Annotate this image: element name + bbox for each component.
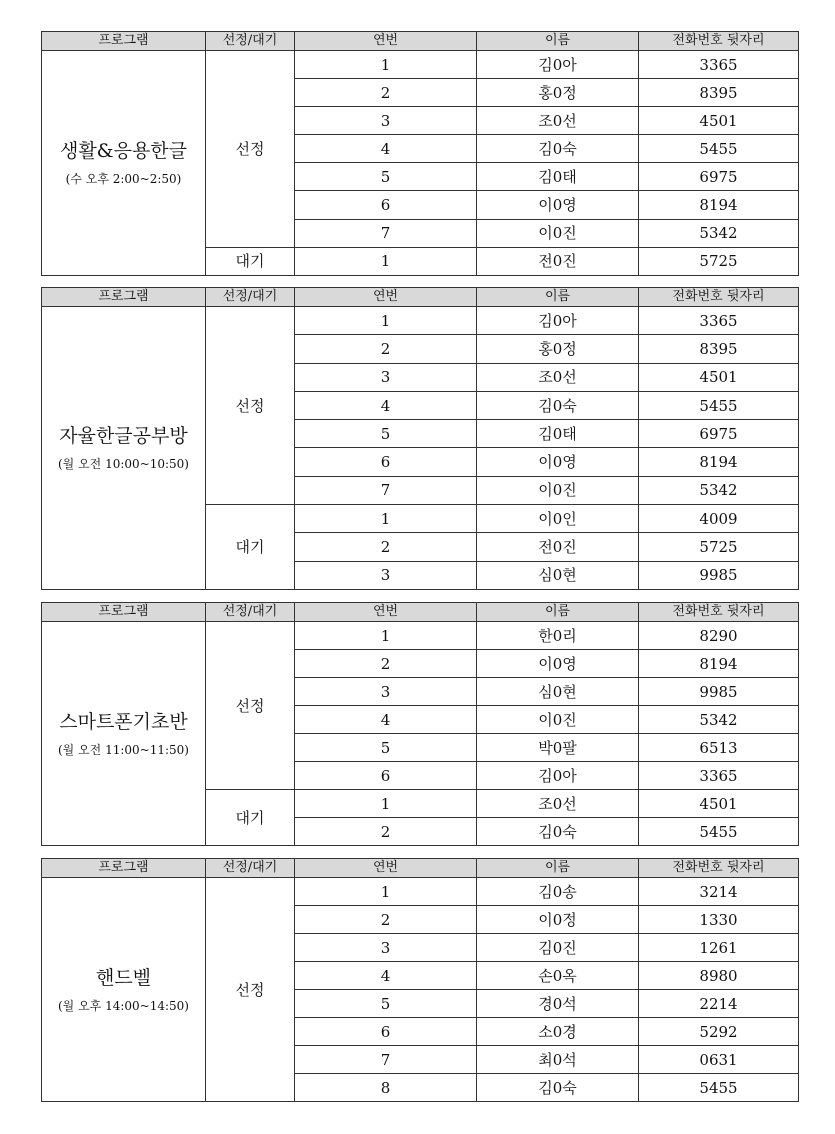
cell-no: 4 <box>295 391 477 419</box>
status-waiting: 대기 <box>206 247 295 275</box>
header-program: 프로그램 <box>42 288 206 307</box>
cell-phone: 8980 <box>639 962 799 990</box>
cell-no: 2 <box>295 79 477 107</box>
cell-no: 1 <box>295 51 477 79</box>
cell-phone: 6975 <box>639 163 799 191</box>
cell-name: 조0선 <box>477 107 639 135</box>
header-name: 이름 <box>477 288 639 307</box>
cell-no: 5 <box>295 990 477 1018</box>
cell-name: 전0진 <box>477 247 639 275</box>
cell-phone: 5725 <box>639 247 799 275</box>
header-status: 선정/대기 <box>206 32 295 51</box>
header-phone: 전화번호 뒷자리 <box>639 859 799 878</box>
program-name: 자율한글공부방 <box>59 424 188 447</box>
cell-phone: 3365 <box>639 51 799 79</box>
header-phone: 전화번호 뒷자리 <box>639 603 799 622</box>
cell-no: 4 <box>295 706 477 734</box>
program-time: (월 오전 10:00~10:50) <box>58 456 189 471</box>
status-selected: 선정 <box>206 307 295 505</box>
cell-name: 이0인 <box>477 505 639 533</box>
program-table <box>41 602 799 846</box>
cell-no: 4 <box>295 962 477 990</box>
cell-name: 손0옥 <box>477 962 639 990</box>
cell-phone: 6513 <box>639 734 799 762</box>
cell-name: 이0진 <box>477 219 639 247</box>
cell-name: 심0현 <box>477 561 639 589</box>
cell-no: 6 <box>295 1018 477 1046</box>
cell-phone: 3365 <box>639 762 799 790</box>
cell-no: 2 <box>295 335 477 363</box>
cell-no: 2 <box>295 650 477 678</box>
cell-phone: 3214 <box>639 878 799 906</box>
program-table <box>41 287 799 590</box>
cell-no: 7 <box>295 1046 477 1074</box>
cell-name: 김0숙 <box>477 135 639 163</box>
cell-phone: 3365 <box>639 307 799 335</box>
program-table <box>41 858 799 1102</box>
cell-no: 5 <box>295 163 477 191</box>
header-number: 연번 <box>295 288 477 307</box>
status-selected: 선정 <box>206 51 295 248</box>
header-number: 연번 <box>295 859 477 878</box>
table-row <box>42 878 799 906</box>
cell-no: 7 <box>295 476 477 504</box>
cell-phone: 9985 <box>639 561 799 589</box>
header-status: 선정/대기 <box>206 288 295 307</box>
cell-no: 3 <box>295 678 477 706</box>
cell-phone: 5342 <box>639 219 799 247</box>
status-selected: 선정 <box>206 878 295 1102</box>
cell-name: 전0진 <box>477 533 639 561</box>
cell-phone: 4501 <box>639 790 799 818</box>
cell-name: 심0현 <box>477 678 639 706</box>
cell-no: 2 <box>295 533 477 561</box>
cell-no: 3 <box>295 934 477 962</box>
cell-phone: 5725 <box>639 533 799 561</box>
cell-phone: 9985 <box>639 678 799 706</box>
cell-name: 김0아 <box>477 51 639 79</box>
status-waiting: 대기 <box>206 790 295 846</box>
cell-no: 6 <box>295 191 477 219</box>
cell-no: 5 <box>295 734 477 762</box>
cell-phone: 8290 <box>639 622 799 650</box>
table-row <box>42 51 799 79</box>
cell-name: 홍0정 <box>477 335 639 363</box>
cell-no: 6 <box>295 762 477 790</box>
cell-phone: 8194 <box>639 650 799 678</box>
cell-no: 2 <box>295 906 477 934</box>
cell-phone: 8395 <box>639 79 799 107</box>
cell-phone: 2214 <box>639 990 799 1018</box>
cell-name: 이0영 <box>477 448 639 476</box>
cell-name: 이0진 <box>477 706 639 734</box>
cell-name: 김0태 <box>477 420 639 448</box>
cell-name: 경0석 <box>477 990 639 1018</box>
cell-no: 2 <box>295 818 477 846</box>
header-status: 선정/대기 <box>206 859 295 878</box>
cell-no: 3 <box>295 107 477 135</box>
cell-name: 조0선 <box>477 363 639 391</box>
header-status: 선정/대기 <box>206 603 295 622</box>
cell-name: 이0정 <box>477 906 639 934</box>
cell-no: 1 <box>295 247 477 275</box>
cell-no: 8 <box>295 1074 477 1102</box>
cell-phone: 5292 <box>639 1018 799 1046</box>
cell-phone: 4501 <box>639 363 799 391</box>
cell-no: 1 <box>295 790 477 818</box>
cell-phone: 5342 <box>639 706 799 734</box>
cell-phone: 8395 <box>639 335 799 363</box>
program-time: (월 오후 14:00~14:50) <box>58 998 189 1013</box>
program-name: 핸드벨 <box>95 966 152 989</box>
cell-name: 김0아 <box>477 307 639 335</box>
header-row <box>42 288 799 307</box>
program-cell <box>42 622 206 846</box>
program-name: 생활&응용한글 <box>59 139 188 162</box>
cell-name: 김0아 <box>477 762 639 790</box>
cell-phone: 1330 <box>639 906 799 934</box>
program-cell <box>42 878 206 1102</box>
cell-name: 김0숙 <box>477 1074 639 1102</box>
header-program: 프로그램 <box>42 603 206 622</box>
cell-no: 1 <box>295 505 477 533</box>
header-name: 이름 <box>477 603 639 622</box>
program-cell <box>42 307 206 590</box>
header-name: 이름 <box>477 859 639 878</box>
cell-no: 1 <box>295 307 477 335</box>
cell-no: 3 <box>295 363 477 391</box>
cell-no: 7 <box>295 219 477 247</box>
cell-no: 5 <box>295 420 477 448</box>
cell-phone: 5455 <box>639 1074 799 1102</box>
cell-name: 김0태 <box>477 163 639 191</box>
table-row <box>42 622 799 650</box>
cell-no: 1 <box>295 878 477 906</box>
cell-name: 조0선 <box>477 790 639 818</box>
header-number: 연번 <box>295 603 477 622</box>
cell-name: 박0팔 <box>477 734 639 762</box>
header-row <box>42 603 799 622</box>
cell-phone: 8194 <box>639 191 799 219</box>
cell-no: 4 <box>295 135 477 163</box>
table-row <box>42 307 799 335</box>
program-table <box>41 31 799 276</box>
header-phone: 전화번호 뒷자리 <box>639 288 799 307</box>
cell-name: 소0경 <box>477 1018 639 1046</box>
header-number: 연번 <box>295 32 477 51</box>
header-row <box>42 32 799 51</box>
program-time: (수 오후 2:00~2:50) <box>65 171 182 186</box>
cell-name: 김0송 <box>477 878 639 906</box>
cell-phone: 8194 <box>639 448 799 476</box>
cell-name: 한0리 <box>477 622 639 650</box>
status-waiting: 대기 <box>206 505 295 590</box>
cell-phone: 4009 <box>639 505 799 533</box>
program-name: 스마트폰기초반 <box>59 710 188 733</box>
cell-phone: 4501 <box>639 107 799 135</box>
cell-name: 이0영 <box>477 191 639 219</box>
cell-phone: 1261 <box>639 934 799 962</box>
cell-name: 이0영 <box>477 650 639 678</box>
cell-phone: 5455 <box>639 818 799 846</box>
cell-name: 김0숙 <box>477 818 639 846</box>
cell-no: 3 <box>295 561 477 589</box>
cell-phone: 5455 <box>639 391 799 419</box>
header-row <box>42 859 799 878</box>
header-program: 프로그램 <box>42 32 206 51</box>
cell-no: 6 <box>295 448 477 476</box>
cell-phone: 6975 <box>639 420 799 448</box>
cell-name: 홍0정 <box>477 79 639 107</box>
program-cell <box>42 51 206 276</box>
cell-name: 김0숙 <box>477 391 639 419</box>
cell-phone: 0631 <box>639 1046 799 1074</box>
header-phone: 전화번호 뒷자리 <box>639 32 799 51</box>
program-time: (월 오전 11:00~11:50) <box>58 742 189 757</box>
header-program: 프로그램 <box>42 859 206 878</box>
cell-name: 김0진 <box>477 934 639 962</box>
cell-name: 이0진 <box>477 476 639 504</box>
cell-name: 최0석 <box>477 1046 639 1074</box>
header-name: 이름 <box>477 32 639 51</box>
cell-phone: 5455 <box>639 135 799 163</box>
status-selected: 선정 <box>206 622 295 790</box>
cell-no: 1 <box>295 622 477 650</box>
cell-phone: 5342 <box>639 476 799 504</box>
